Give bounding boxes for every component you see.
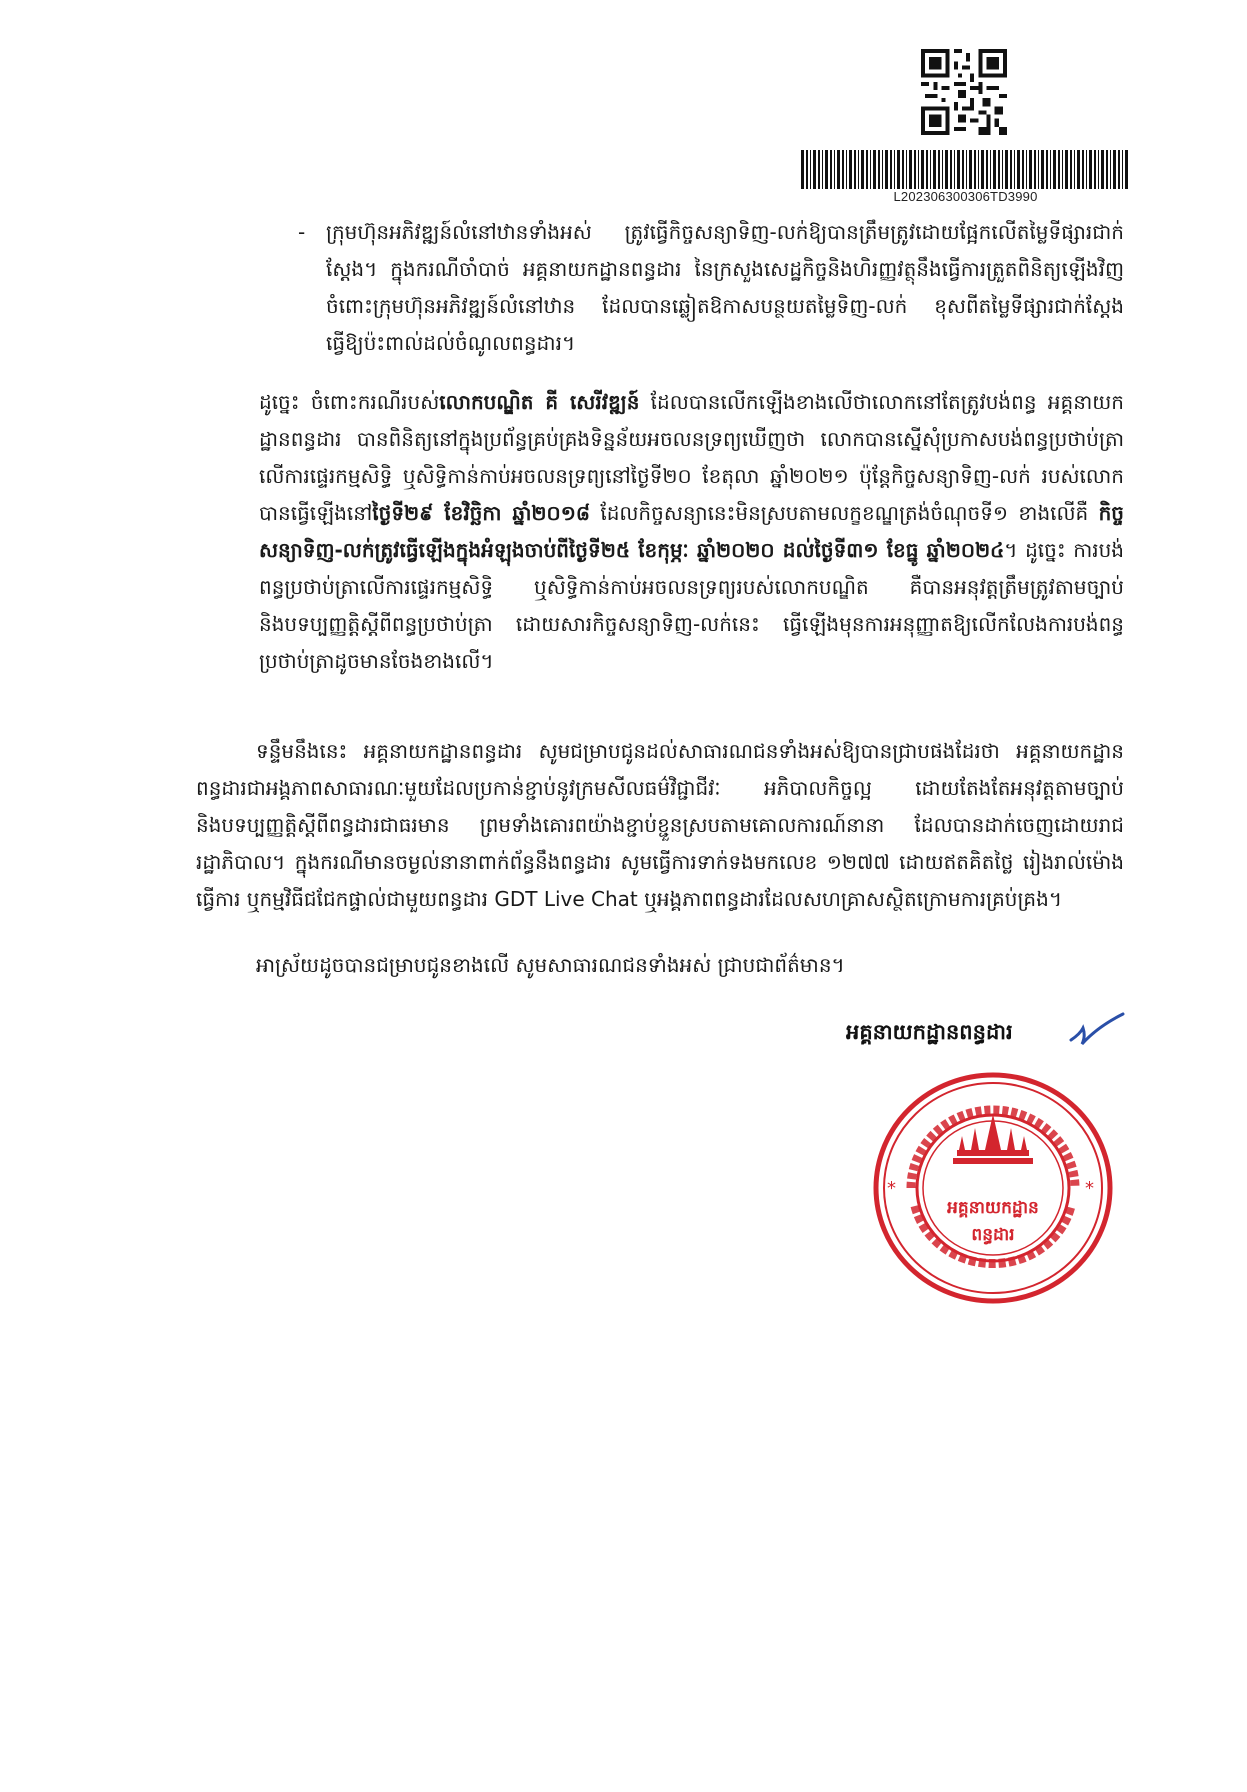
barcode-bar xyxy=(822,150,823,189)
barcode-bar xyxy=(870,150,871,189)
barcode-bar xyxy=(926,150,928,189)
seal-line-2: ពន្ធដារ xyxy=(971,1225,1015,1245)
barcode-bar xyxy=(858,150,859,189)
barcode-bar xyxy=(986,150,988,189)
barcode-bar xyxy=(1122,150,1123,189)
barcode-bar xyxy=(873,150,876,189)
barcode-bar xyxy=(902,150,904,189)
barcode-bar xyxy=(834,150,835,189)
p1-bold-condition: កិច្ចសន្យាទិញ-លក់ត្រូវធ្វើឡើងក្នុងអំឡុងចាប់ពីថ្ងៃទី២៥ ខែកុម្ភៈ ឆ្នាំ២០២០ ដល់ថ្ងៃទី៣១ ខែធ្នូ ឆ្នាំ២០២៤ xyxy=(259,501,1124,562)
barcode-bar xyxy=(1094,150,1096,189)
document-code: L202306300306TD3990 xyxy=(893,189,1038,204)
barcode-bar xyxy=(842,150,844,189)
official-seal xyxy=(871,1070,1115,1306)
barcode-bar xyxy=(825,150,828,189)
barcode-bar xyxy=(1053,150,1056,189)
barcode-bar xyxy=(1070,150,1072,189)
barcode-bar xyxy=(854,150,856,189)
barcode-bar xyxy=(846,150,847,189)
barcode-bar xyxy=(962,150,964,189)
barcode-bar xyxy=(1058,150,1060,189)
barcode-bar xyxy=(945,150,948,189)
barcode-bar xyxy=(1034,150,1036,189)
barcode-bar xyxy=(1113,150,1116,189)
barcode-bar xyxy=(1074,150,1075,189)
barcode-bar xyxy=(950,150,952,189)
barcode-bar xyxy=(933,150,936,189)
barcode-bar xyxy=(882,150,883,189)
barcode-bar xyxy=(954,150,955,189)
paragraph-closing: អាស្រ័យដូចបានជម្រាបជូនខាងលើ សូមសាធារណជនទាំងអស់ ជ្រាបជាព័ត៌មាន។ xyxy=(256,953,845,977)
barcode-bar xyxy=(978,150,979,189)
barcode-bar xyxy=(938,150,940,189)
barcode-bar xyxy=(1041,150,1044,189)
p1-text-2: ដែលបានលើកឡើងខាងលើថាលោកនៅតែត្រូវបង់ពន្ធ អគ្គនាយកដ្ឋានពន្ធដារ បានពិនិត្យនៅក្នុងប្រព័ន្ធគ្រប់គ្រងទិន្នន័យអចលនទ្រព្យឃើញថា លោកបានស្នើសុំប្រកាសបង់ពន្ធប្រថាប់ត្រាលើការផ្ទេរកម្មសិទ្ធិ ឬសិទ្ធិកាន់កាប់អចលនទ្រព្យនៅថ្ងៃទី២០ ខែតុលា ឆ្នាំ២០២១ ប៉ុន្តែកិច្ចសន្យាទិញ-លក់ របស់លោកបានធ្វើឡើងនៅ xyxy=(259,390,1124,525)
barcode-bar xyxy=(981,150,984,189)
barcode-bar xyxy=(1077,150,1080,189)
barcode-bar xyxy=(830,150,832,189)
qr-code xyxy=(921,49,1007,135)
barcode-bar xyxy=(806,150,808,189)
barcode-bar xyxy=(878,150,880,189)
barcode-bar xyxy=(1002,150,1003,189)
barcode-bar xyxy=(837,150,840,189)
barcode-bar xyxy=(1118,150,1120,189)
barcode-bar xyxy=(1046,150,1048,189)
p1-text-3: ដែលកិច្ចសន្យានេះមិនស្របតាមលក្ខខណ្ឌត្រង់ចំណុចទី១ ខាងលើគឺ xyxy=(590,501,1099,525)
barcode-bar xyxy=(1106,150,1108,189)
bullet-dash: - xyxy=(298,220,306,244)
barcode-bar xyxy=(894,150,895,189)
barcode-bar xyxy=(921,150,924,189)
signature-title: អគ្គនាយកដ្ឋានពន្ធដារ xyxy=(846,1020,1013,1044)
barcode-bar xyxy=(818,150,820,189)
seal-text xyxy=(871,1070,1115,1306)
barcode-bar xyxy=(1014,150,1015,189)
p1-text-1: ដូច្នេះ ចំពោះករណីរបស់ xyxy=(259,390,440,414)
barcode-bar xyxy=(914,150,916,189)
p1-bold-name: លោកបណ្ឌិត គី សេរីវឌ្ឍន៍ xyxy=(439,390,640,414)
p1-bold-date: ថ្ងៃទី២៩ ខែវិច្ឆិកា ឆ្នាំ២០១៨ xyxy=(372,501,590,525)
svg-text:*: * xyxy=(887,1178,896,1199)
barcode-bar xyxy=(906,150,907,189)
barcode-bar xyxy=(1050,150,1051,189)
barcode-bar xyxy=(1029,150,1032,189)
barcode-bar xyxy=(801,150,804,189)
bullet-text: ក្រុមហ៊ុនអភិវឌ្ឍន៍លំនៅឋានទាំងអស់ ត្រូវធ្វើកិច្ចសន្យាទិញ-លក់ឱ្យបានត្រឹមត្រូវដោយផ្អែកលើតម្លៃទីផ្សារជាក់ស្តែង។ ក្នុងករណីចាំបាច់ អគ្គនាយកដ្ឋានពន្ធដារ នៃក្រសួងសេដ្ឋកិច្ចនិងហិរញ្ញវត្ថុនឹងធ្វើការត្រួតពិនិត្យឡើងវិញចំពោះក្រុមហ៊ុនអភិវឌ្ឍន៍លំនៅឋាន ដែលបានឆ្លៀតឱកាសបន្ថយតម្លៃទិញ-លក់ ខុសពីតម្លៃទីផ្សារជាក់ស្តែង ធ្វើឱ្យប៉ះពាល់ដល់ចំណូលពន្ធដារ។ xyxy=(326,220,1124,355)
barcode-bar xyxy=(993,150,996,189)
barcode-bar xyxy=(1098,150,1099,189)
barcode-bar xyxy=(1038,150,1039,189)
barcode-bar xyxy=(1086,150,1087,189)
barcode-bar xyxy=(1101,150,1104,189)
barcode-bar xyxy=(1005,150,1008,189)
barcode-bar xyxy=(909,150,912,189)
barcode-bar xyxy=(1062,150,1063,189)
signature-mark xyxy=(1067,1010,1127,1046)
barcode-bar xyxy=(1089,150,1092,189)
seal-line-1: អគ្គនាយកដ្ឋាន xyxy=(947,1198,1039,1218)
barcode-bar xyxy=(849,150,852,189)
p1-text-4: ។ ដូច្នេះ ការបង់ពន្ធប្រថាប់ត្រាលើការផ្ទេរកម្មសិទ្ធិ ឬសិទ្ធិកាន់កាប់អចលនទ្រព្យរបស់លោកបណ្ឌិត គឺបានអនុវត្តត្រឹមត្រូវតាមច្បាប់និងបទប្បញ្ញត្តិស្តីពីពន្ធប្រថាប់ត្រា ដោយសារកិច្ចសន្យាទិញ-លក់នេះ ធ្វើឡើងមុនការអនុញ្ញាតឱ្យលើកលែងការបង់ពន្ធប្រថាប់ត្រាដូចមានចែងខាងលើ។ xyxy=(259,538,1124,673)
svg-text:*: * xyxy=(1085,1178,1094,1199)
barcode-bar xyxy=(1017,150,1020,189)
barcode-bar xyxy=(1010,150,1012,189)
barcode-bar xyxy=(930,150,931,189)
bullet-paragraph xyxy=(298,214,1124,362)
barcode-bar xyxy=(861,150,864,189)
barcode-bar xyxy=(957,150,960,189)
barcode-bar xyxy=(813,150,816,189)
barcode-bar xyxy=(1125,150,1128,189)
barcode-bar xyxy=(810,150,811,189)
barcode-bar xyxy=(1026,150,1027,189)
barcode-bar xyxy=(990,150,991,189)
barcode-bar xyxy=(1065,150,1068,189)
barcode-bar xyxy=(885,150,888,189)
barcode-bar xyxy=(974,150,976,189)
barcode xyxy=(801,150,1130,189)
barcode-bar xyxy=(942,150,943,189)
barcode-bar xyxy=(918,150,919,189)
barcode-bar xyxy=(966,150,967,189)
barcode-bar xyxy=(1022,150,1024,189)
paragraph-announcement: ទន្ទឹមនឹងនេះ អគ្គនាយកដ្ឋានពន្ធដារ សូមជម្រាបជូនដល់សាធារណជនទាំងអស់ឱ្យបានជ្រាបផងដែរថា អគ្គនាយកដ្ឋានពន្ធដារជាអង្គភាពសាធារណៈមួយដែលប្រកាន់ខ្ជាប់នូវក្រមសីលធម៌វិជ្ជាជីវៈ អភិបាលកិច្ចល្អ ដោយតែងតែអនុវត្តតាមច្បាប់និងបទប្បញ្ញត្តិស្តីពីពន្ធដារជាធរមាន ព្រមទាំងគោរពយ៉ាងខ្ជាប់ខ្ជួនស្របតាមគោលការណ៍នានា ដែលបានដាក់ចេញដោយរាជរដ្ឋាភិបាល។ ក្នុងករណីមានចម្ងល់នានាពាក់ព័ន្ធនឹងពន្ធដារ សូមធ្វើការទាក់ទងមកលេខ ១២៧៧ ដោយឥតគិតថ្លៃ រៀងរាល់ម៉ោងធ្វើការ ឬកម្មវិធីជជែកផ្ទាល់ជាមួយពន្ធដារ GDT Live Chat ឬអង្គភាពពន្ធដារដែលសហគ្រាសស្ថិតក្រោមការគ្រប់គ្រង។ xyxy=(196,739,1124,911)
barcode-block xyxy=(801,150,1130,204)
barcode-bar xyxy=(866,150,868,189)
barcode-bar xyxy=(890,150,892,189)
barcode-bar xyxy=(998,150,1000,189)
barcode-bar xyxy=(897,150,900,189)
barcode-bar xyxy=(1110,150,1111,189)
paragraph-conclusion xyxy=(259,384,1124,680)
barcode-bar xyxy=(1082,150,1084,189)
barcode-bar xyxy=(969,150,972,189)
